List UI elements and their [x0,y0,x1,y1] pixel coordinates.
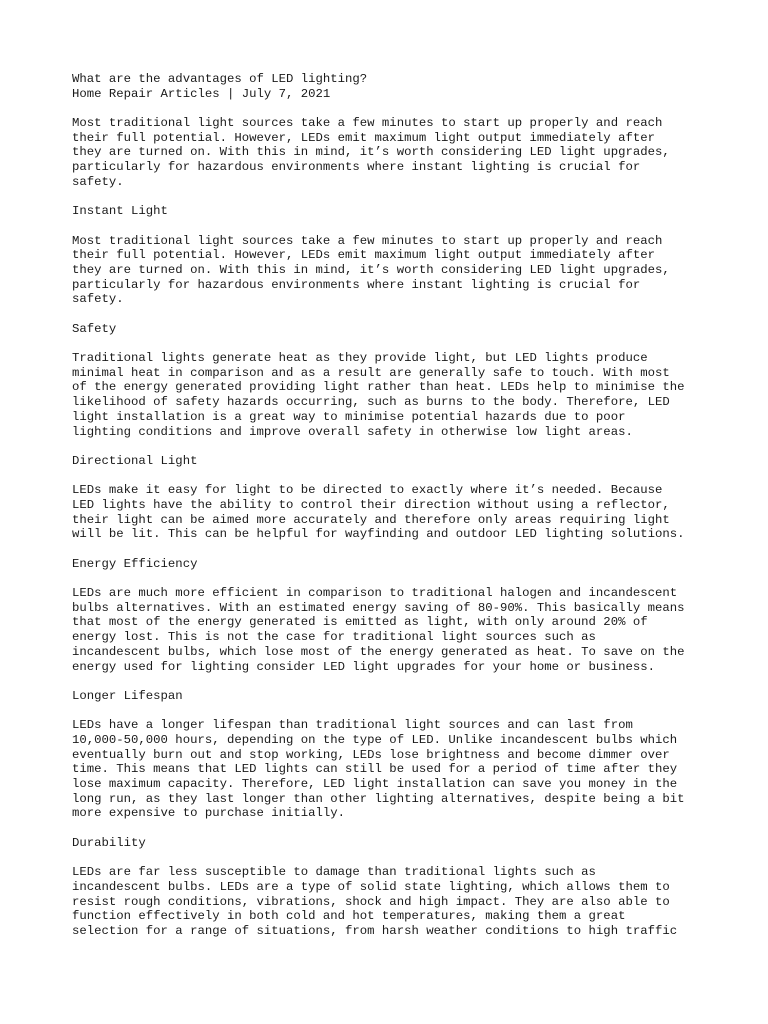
section-heading [72,689,712,704]
paragraph-spacer [72,307,712,322]
paragraph-line: resist rough conditions, vibrations, shock and high impact. They are also able to [72,894,670,909]
paragraph-line: that most of the energy generated is emitted as light, with only around 20% of [72,615,648,630]
paragraph-spacer [72,542,712,557]
paragraph-line: LEDs are much more efficient in comparison to traditional halogen and incandescent [72,586,678,601]
paragraph-spacer [72,571,712,586]
section-heading-text: Safety [72,321,117,336]
paragraph-line: will be lit. This can be helpful for wayfinding and outdoor LED lighting solutions. [72,527,685,542]
article-byline: Home Repair Articles | July 7, 2021 [72,86,331,101]
paragraph-spacer [72,469,712,484]
paragraph-spacer [72,821,712,836]
paragraph-line: LEDs make it easy for light to be directed to exactly where it’s needed. Because [72,483,663,498]
paragraph [72,865,712,938]
paragraph-line: lose maximum capacity. Therefore, LED light installation can save you money in the [72,777,678,791]
paragraph-spacer [72,190,712,205]
paragraph-line: more expensive to purchase initially. [72,806,346,821]
paragraph-spacer [72,704,712,719]
paragraph-line: LEDs are far less susceptible to damage than traditional lights such as [72,865,596,880]
paragraph-line: selection for a range of situations, from harsh weather conditions to high traffic [72,923,678,938]
paragraph-line: Most traditional light sources take a few minutes to start up properly and reach [72,233,663,248]
paragraph-line: likelihood of safety hazards occurring, such as burns to the body. Therefore, LED [72,395,670,410]
paragraph-line: lighting conditions and improve overall safety in otherwise low light areas. [72,424,633,439]
section-heading-text: Instant Light [72,204,168,219]
paragraph-line: Traditional lights generate heat as they provide light, but LED lights produce [72,351,648,366]
paragraph-spacer [72,336,712,351]
paragraph-spacer [72,219,712,234]
section-heading [72,836,712,851]
paragraph-spacer [72,674,712,689]
paragraph [72,116,712,189]
paragraph-line: incandescent bulbs. LEDs are a type of solid state lighting, which allows them to [72,879,670,894]
paragraph-line: light installation is a great way to minimise potential hazards due to poor [72,409,626,424]
paragraph [72,718,712,821]
article-header [72,72,712,101]
section-heading-text: Durability [72,835,146,850]
paragraph-line: particularly for hazardous environments where instant lighting is crucial for [72,160,641,175]
paragraph-line: incandescent bulbs, which lose most of the energy generated as heat. To save on the [72,644,685,659]
paragraph-spacer [72,101,712,116]
section-heading [72,454,712,469]
paragraph-line: Most traditional light sources take a few minutes to start up properly and reach [72,116,663,131]
paragraph-line: LED lights have the ability to control their direction without using a reflector, [72,497,670,512]
paragraph [72,234,712,307]
section-heading [72,204,712,219]
paragraph-line: particularly for hazardous environments where instant lighting is crucial for [72,277,641,292]
paragraph-line: they are turned on. With this in mind, it’s worth considering LED light upgrades, [72,145,670,160]
paragraph-line: safety. [72,292,124,307]
section-heading [72,322,712,337]
paragraph [72,586,712,674]
paragraph-line: 10,000-50,000 hours, depending on the type of LED. Unlike incandescent bulbs which [72,732,678,747]
section-heading-text: Longer Lifespan [72,688,183,703]
paragraph-line: function effectively in both cold and hot temperatures, making them a great [72,909,626,924]
paragraph-line: their light can be aimed more accurately and therefore only areas requiring light [72,512,670,527]
section-heading-text: Energy Efficiency [72,556,198,571]
paragraph-line: time. This means that LED lights can still be used for a period of time after they [72,762,678,777]
paragraph-line: bulbs alternatives. With an estimated energy saving of 80-90%. This basically means [72,600,685,615]
paragraph-spacer [72,850,712,865]
paragraph-line: LEDs have a longer lifespan than traditional light sources and can last from [72,718,633,733]
paragraph-line: their full potential. However, LEDs emit maximum light output immediately after [72,248,655,263]
paragraph-line: their full potential. However, LEDs emit maximum light output immediately after [72,130,655,145]
paragraph-line: energy used for lighting consider LED light upgrades for your home or business. [72,659,655,674]
paragraph [72,483,712,542]
paragraph-line: long run, as they last longer than other lighting alternatives, despite being a bit [72,791,685,806]
section-heading-text: Directional Light [72,453,198,468]
section-heading [72,557,712,572]
paragraph-line: of the energy generated providing light rather than heat. LEDs help to minimise the [72,380,685,395]
paragraph-line: energy lost. This is not the case for traditional light sources such as [72,630,596,645]
paragraph [72,351,712,439]
paragraph-line: eventually burn out and stop working, LEDs lose brightness and become dimmer over [72,747,670,762]
paragraph-line: minimal heat in comparison and as a result are generally safe to touch. With most [72,365,670,380]
paragraph-line: safety. [72,174,124,189]
article-title: What are the advantages of LED lighting? [72,72,368,86]
paragraph-line: they are turned on. With this in mind, it’s worth considering LED light upgrades, [72,262,670,277]
document-page [72,72,712,939]
article-body [72,101,712,938]
paragraph-spacer [72,439,712,454]
